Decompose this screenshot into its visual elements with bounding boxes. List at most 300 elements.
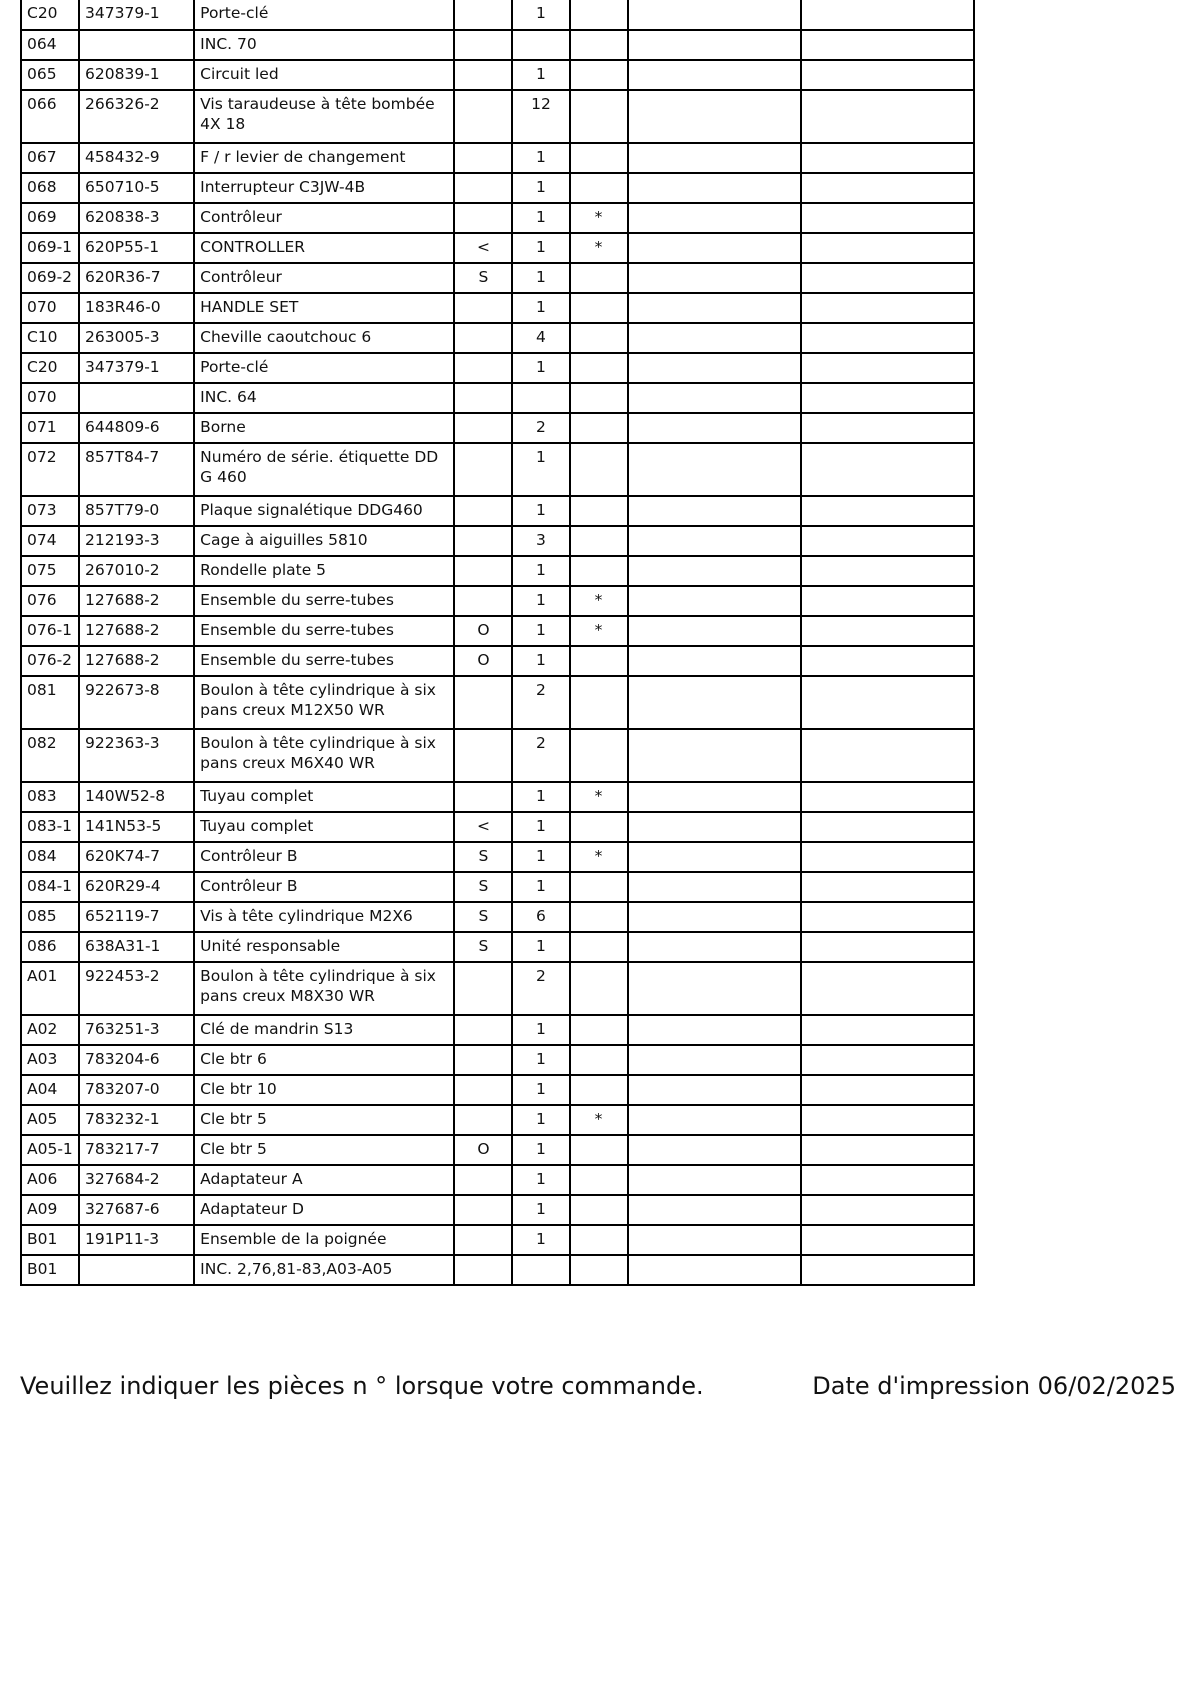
description-cell: Tuyau complet: [194, 782, 454, 812]
marker-cell: [454, 1255, 512, 1285]
description-cell: Porte-clé: [194, 353, 454, 383]
note-cell: [570, 556, 628, 586]
note-cell: [570, 962, 628, 1015]
empty-cell: [628, 233, 801, 263]
empty-cell: [628, 729, 801, 782]
part-number-cell: 458432-9: [79, 143, 194, 173]
empty-cell: [628, 1225, 801, 1255]
item-number-cell: 081: [21, 676, 79, 729]
note-cell: [570, 646, 628, 676]
note-cell: *: [570, 616, 628, 646]
quantity-cell: [512, 383, 569, 413]
empty-cell: [628, 443, 801, 496]
empty-cell: [628, 1165, 801, 1195]
quantity-cell: 1: [512, 263, 569, 293]
item-number-cell: C10: [21, 323, 79, 353]
quantity-cell: 1: [512, 1225, 569, 1255]
marker-cell: [454, 586, 512, 616]
note-cell: [570, 143, 628, 173]
empty-cell: [801, 233, 974, 263]
note-cell: [570, 30, 628, 60]
part-number-cell: 620R29-4: [79, 872, 194, 902]
empty-cell: [628, 872, 801, 902]
table-row: [21, 496, 974, 526]
marker-cell: [454, 293, 512, 323]
part-number-cell: 183R46-0: [79, 293, 194, 323]
marker-cell: O: [454, 646, 512, 676]
quantity-cell: 1: [512, 233, 569, 263]
empty-cell: [628, 353, 801, 383]
description-cell: Porte-clé: [194, 0, 454, 30]
description-cell: Plaque signalétique DDG460: [194, 496, 454, 526]
print-date: Date d'impression 06/02/2025: [812, 1372, 1176, 1400]
part-number-cell: 127688-2: [79, 616, 194, 646]
description-cell: INC. 64: [194, 383, 454, 413]
item-number-cell: 076-1: [21, 616, 79, 646]
note-cell: [570, 443, 628, 496]
marker-cell: O: [454, 1135, 512, 1165]
table-row: [21, 1225, 974, 1255]
empty-cell: [801, 496, 974, 526]
note-cell: [570, 413, 628, 443]
quantity-cell: 1: [512, 496, 569, 526]
description-cell: CONTROLLER: [194, 233, 454, 263]
part-number-cell: 127688-2: [79, 646, 194, 676]
quantity-cell: 1: [512, 782, 569, 812]
table-row: [21, 729, 974, 782]
marker-cell: <: [454, 233, 512, 263]
item-number-cell: A03: [21, 1045, 79, 1075]
part-number-cell: 644809-6: [79, 413, 194, 443]
item-number-cell: 069-1: [21, 233, 79, 263]
empty-cell: [628, 413, 801, 443]
empty-cell: [801, 173, 974, 203]
marker-cell: [454, 0, 512, 30]
part-number-cell: 191P11-3: [79, 1225, 194, 1255]
table-row: [21, 812, 974, 842]
empty-cell: [801, 812, 974, 842]
marker-cell: [454, 1225, 512, 1255]
empty-cell: [628, 0, 801, 30]
note-cell: [570, 496, 628, 526]
item-number-cell: 067: [21, 143, 79, 173]
quantity-cell: 2: [512, 962, 569, 1015]
empty-cell: [628, 1105, 801, 1135]
table-row: [21, 1045, 974, 1075]
note-cell: [570, 526, 628, 556]
item-number-cell: 082: [21, 729, 79, 782]
empty-cell: [628, 60, 801, 90]
table-row: [21, 1105, 974, 1135]
part-number-cell: 783217-7: [79, 1135, 194, 1165]
empty-cell: [801, 676, 974, 729]
marker-cell: [454, 1165, 512, 1195]
item-number-cell: B01: [21, 1255, 79, 1285]
empty-cell: [801, 526, 974, 556]
quantity-cell: 1: [512, 353, 569, 383]
description-cell: Unité responsable: [194, 932, 454, 962]
note-cell: [570, 932, 628, 962]
description-cell: INC. 70: [194, 30, 454, 60]
table-row: [21, 30, 974, 60]
marker-cell: [454, 143, 512, 173]
quantity-cell: 1: [512, 293, 569, 323]
note-cell: *: [570, 842, 628, 872]
table-row: [21, 902, 974, 932]
quantity-cell: 1: [512, 556, 569, 586]
description-cell: Tuyau complet: [194, 812, 454, 842]
part-number-cell: 620R36-7: [79, 263, 194, 293]
quantity-cell: 1: [512, 1075, 569, 1105]
empty-cell: [628, 263, 801, 293]
note-cell: *: [570, 782, 628, 812]
table-row: [21, 233, 974, 263]
empty-cell: [628, 962, 801, 1015]
empty-cell: [801, 1105, 974, 1135]
table-row: [21, 526, 974, 556]
item-number-cell: 084-1: [21, 872, 79, 902]
quantity-cell: 1: [512, 616, 569, 646]
note-cell: [570, 353, 628, 383]
empty-cell: [801, 143, 974, 173]
part-number-cell: 783204-6: [79, 1045, 194, 1075]
table-row: [21, 1075, 974, 1105]
item-number-cell: A04: [21, 1075, 79, 1105]
item-number-cell: 066: [21, 90, 79, 143]
table-row: [21, 60, 974, 90]
item-number-cell: A02: [21, 1015, 79, 1045]
item-number-cell: 068: [21, 173, 79, 203]
note-cell: [570, 263, 628, 293]
marker-cell: [454, 60, 512, 90]
empty-cell: [628, 932, 801, 962]
quantity-cell: 1: [512, 203, 569, 233]
item-number-cell: 076-2: [21, 646, 79, 676]
part-number-cell: 141N53-5: [79, 812, 194, 842]
marker-cell: S: [454, 932, 512, 962]
table-row: [21, 1165, 974, 1195]
empty-cell: [628, 782, 801, 812]
table-row: [21, 293, 974, 323]
description-cell: Ensemble du serre-tubes: [194, 586, 454, 616]
part-number-cell: 620838-3: [79, 203, 194, 233]
part-number-cell: 327687-6: [79, 1195, 194, 1225]
empty-cell: [801, 60, 974, 90]
item-number-cell: 064: [21, 30, 79, 60]
note-cell: [570, 173, 628, 203]
marker-cell: [454, 443, 512, 496]
part-number-cell: 263005-3: [79, 323, 194, 353]
part-number-cell: [79, 383, 194, 413]
empty-cell: [801, 902, 974, 932]
part-number-cell: 652119-7: [79, 902, 194, 932]
quantity-cell: 1: [512, 60, 569, 90]
marker-cell: S: [454, 872, 512, 902]
item-number-cell: 074: [21, 526, 79, 556]
quantity-cell: [512, 1255, 569, 1285]
marker-cell: [454, 496, 512, 526]
item-number-cell: 075: [21, 556, 79, 586]
note-cell: [570, 60, 628, 90]
item-number-cell: A05-1: [21, 1135, 79, 1165]
empty-cell: [628, 1045, 801, 1075]
table-row: [21, 263, 974, 293]
part-number-cell: 347379-1: [79, 0, 194, 30]
marker-cell: [454, 383, 512, 413]
item-number-cell: C20: [21, 0, 79, 30]
empty-cell: [801, 1165, 974, 1195]
empty-cell: [628, 1195, 801, 1225]
part-number-cell: 783232-1: [79, 1105, 194, 1135]
empty-cell: [801, 586, 974, 616]
table-row: [21, 842, 974, 872]
item-number-cell: 083: [21, 782, 79, 812]
table-row: [21, 203, 974, 233]
note-cell: *: [570, 203, 628, 233]
quantity-cell: 1: [512, 812, 569, 842]
table-row: [21, 1015, 974, 1045]
description-cell: Boulon à tête cylindrique à six pans creux M12X50 WR: [194, 676, 454, 729]
table-row: [21, 872, 974, 902]
quantity-cell: 1: [512, 1015, 569, 1045]
part-number-cell: 620K74-7: [79, 842, 194, 872]
empty-cell: [801, 323, 974, 353]
marker-cell: S: [454, 842, 512, 872]
empty-cell: [628, 646, 801, 676]
empty-cell: [801, 413, 974, 443]
quantity-cell: 3: [512, 526, 569, 556]
quantity-cell: 1: [512, 872, 569, 902]
part-number-cell: 763251-3: [79, 1015, 194, 1045]
part-number-cell: 650710-5: [79, 173, 194, 203]
empty-cell: [801, 1225, 974, 1255]
table-row: [21, 90, 974, 143]
table-row: [21, 1135, 974, 1165]
part-number-cell: 620839-1: [79, 60, 194, 90]
empty-cell: [628, 616, 801, 646]
description-cell: Interrupteur C3JW-4B: [194, 173, 454, 203]
note-cell: *: [570, 1105, 628, 1135]
marker-cell: O: [454, 616, 512, 646]
description-cell: Adaptateur A: [194, 1165, 454, 1195]
marker-cell: [454, 1075, 512, 1105]
table-row: [21, 353, 974, 383]
item-number-cell: 085: [21, 902, 79, 932]
description-cell: Rondelle plate 5: [194, 556, 454, 586]
note-cell: [570, 323, 628, 353]
empty-cell: [801, 1255, 974, 1285]
item-number-cell: 069-2: [21, 263, 79, 293]
item-number-cell: 070: [21, 293, 79, 323]
table-row: [21, 1255, 974, 1285]
item-number-cell: 070: [21, 383, 79, 413]
empty-cell: [801, 556, 974, 586]
quantity-cell: 1: [512, 143, 569, 173]
quantity-cell: 6: [512, 902, 569, 932]
empty-cell: [628, 173, 801, 203]
part-number-cell: 127688-2: [79, 586, 194, 616]
empty-cell: [628, 383, 801, 413]
empty-cell: [628, 143, 801, 173]
description-cell: Cage à aiguilles 5810: [194, 526, 454, 556]
part-number-cell: 140W52-8: [79, 782, 194, 812]
empty-cell: [628, 323, 801, 353]
empty-cell: [801, 646, 974, 676]
item-number-cell: 076: [21, 586, 79, 616]
description-cell: Borne: [194, 413, 454, 443]
empty-cell: [801, 90, 974, 143]
part-number-cell: 267010-2: [79, 556, 194, 586]
description-cell: Cle btr 6: [194, 1045, 454, 1075]
description-cell: Ensemble de la poignée: [194, 1225, 454, 1255]
empty-cell: [628, 1255, 801, 1285]
empty-cell: [628, 293, 801, 323]
item-number-cell: 084: [21, 842, 79, 872]
note-cell: [570, 1195, 628, 1225]
part-number-cell: 922363-3: [79, 729, 194, 782]
table-row: [21, 143, 974, 173]
empty-cell: [801, 616, 974, 646]
table-row: [21, 646, 974, 676]
quantity-cell: 1: [512, 0, 569, 30]
note-cell: [570, 812, 628, 842]
empty-cell: [801, 842, 974, 872]
marker-cell: [454, 173, 512, 203]
table-row: [21, 556, 974, 586]
description-cell: Cle btr 5: [194, 1135, 454, 1165]
quantity-cell: 12: [512, 90, 569, 143]
empty-cell: [801, 353, 974, 383]
empty-cell: [801, 729, 974, 782]
note-cell: [570, 1165, 628, 1195]
empty-cell: [628, 203, 801, 233]
description-cell: Ensemble du serre-tubes: [194, 646, 454, 676]
empty-cell: [801, 203, 974, 233]
order-instruction-note: Veuillez indiquer les pièces n ° lorsque votre commande.: [20, 1372, 704, 1400]
empty-cell: [801, 0, 974, 30]
empty-cell: [628, 496, 801, 526]
note-cell: [570, 90, 628, 143]
table-row: [21, 173, 974, 203]
quantity-cell: 2: [512, 413, 569, 443]
part-number-cell: 212193-3: [79, 526, 194, 556]
note-cell: [570, 293, 628, 323]
empty-cell: [801, 1195, 974, 1225]
description-cell: Boulon à tête cylindrique à six pans creux M8X30 WR: [194, 962, 454, 1015]
empty-cell: [801, 383, 974, 413]
note-cell: [570, 1045, 628, 1075]
table-row: [21, 932, 974, 962]
table-row: [21, 383, 974, 413]
description-cell: HANDLE SET: [194, 293, 454, 323]
quantity-cell: 1: [512, 932, 569, 962]
item-number-cell: 086: [21, 932, 79, 962]
marker-cell: [454, 729, 512, 782]
item-number-cell: B01: [21, 1225, 79, 1255]
parts-table-body: [21, 0, 974, 1285]
marker-cell: [454, 526, 512, 556]
quantity-cell: 1: [512, 1105, 569, 1135]
item-number-cell: A01: [21, 962, 79, 1015]
item-number-cell: 072: [21, 443, 79, 496]
part-number-cell: 857T84-7: [79, 443, 194, 496]
note-cell: [570, 1135, 628, 1165]
marker-cell: [454, 413, 512, 443]
marker-cell: [454, 353, 512, 383]
description-cell: Boulon à tête cylindrique à six pans creux M6X40 WR: [194, 729, 454, 782]
note-cell: [570, 1015, 628, 1045]
quantity-cell: 1: [512, 173, 569, 203]
marker-cell: [454, 1105, 512, 1135]
marker-cell: [454, 30, 512, 60]
empty-cell: [628, 556, 801, 586]
marker-cell: [454, 323, 512, 353]
marker-cell: S: [454, 902, 512, 932]
part-number-cell: 922673-8: [79, 676, 194, 729]
part-number-cell: 347379-1: [79, 353, 194, 383]
quantity-cell: [512, 30, 569, 60]
quantity-cell: 1: [512, 586, 569, 616]
quantity-cell: 4: [512, 323, 569, 353]
empty-cell: [801, 1015, 974, 1045]
table-row: [21, 413, 974, 443]
note-cell: [570, 383, 628, 413]
item-number-cell: A09: [21, 1195, 79, 1225]
note-cell: [570, 872, 628, 902]
description-cell: F / r levier de changement: [194, 143, 454, 173]
item-number-cell: C20: [21, 353, 79, 383]
item-number-cell: 069: [21, 203, 79, 233]
empty-cell: [801, 932, 974, 962]
table-row: [21, 443, 974, 496]
note-cell: [570, 1255, 628, 1285]
empty-cell: [628, 1135, 801, 1165]
description-cell: Vis taraudeuse à tête bombée 4X 18: [194, 90, 454, 143]
table-row: [21, 676, 974, 729]
note-cell: [570, 0, 628, 30]
description-cell: INC. 2,76,81-83,A03-A05: [194, 1255, 454, 1285]
description-cell: Vis à tête cylindrique M2X6: [194, 902, 454, 932]
quantity-cell: 1: [512, 646, 569, 676]
parts-table: [20, 0, 975, 1286]
note-cell: *: [570, 233, 628, 263]
description-cell: Adaptateur D: [194, 1195, 454, 1225]
table-row: [21, 962, 974, 1015]
item-number-cell: A06: [21, 1165, 79, 1195]
quantity-cell: 1: [512, 443, 569, 496]
part-number-cell: 266326-2: [79, 90, 194, 143]
item-number-cell: 065: [21, 60, 79, 90]
empty-cell: [628, 30, 801, 60]
description-cell: Cle btr 10: [194, 1075, 454, 1105]
marker-cell: [454, 203, 512, 233]
empty-cell: [628, 902, 801, 932]
note-cell: [570, 1225, 628, 1255]
empty-cell: [801, 293, 974, 323]
table-row: [21, 782, 974, 812]
quantity-cell: 1: [512, 842, 569, 872]
part-number-cell: 638A31-1: [79, 932, 194, 962]
quantity-cell: 1: [512, 1165, 569, 1195]
empty-cell: [801, 30, 974, 60]
empty-cell: [628, 842, 801, 872]
marker-cell: [454, 90, 512, 143]
marker-cell: [454, 1045, 512, 1075]
description-cell: Contrôleur: [194, 203, 454, 233]
part-number-cell: [79, 30, 194, 60]
empty-cell: [801, 872, 974, 902]
part-number-cell: 620P55-1: [79, 233, 194, 263]
